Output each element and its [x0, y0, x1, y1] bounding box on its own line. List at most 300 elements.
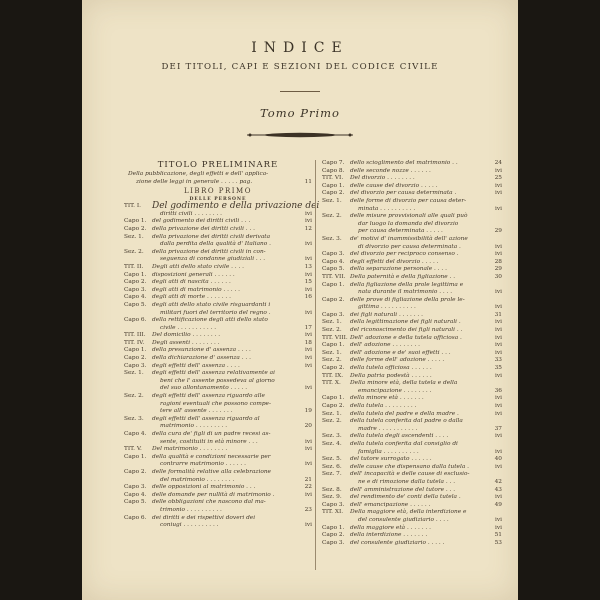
entry-text: del divorzio per causa determinata .: [350, 190, 457, 197]
entry-continuation: [124, 461, 312, 469]
continuation-page: ivi: [305, 210, 312, 217]
toc-entry: [322, 471, 502, 479]
entry-page: ivi: [305, 491, 312, 498]
entry-text: Degli assenti . . . . . . . .: [152, 339, 220, 346]
entry-label: Sez. 2.: [322, 418, 342, 425]
entry-continuation: [124, 211, 312, 219]
toc-entry: [124, 469, 312, 477]
entry-text: della separazione personale . . . .: [350, 266, 447, 273]
entry-page: [486, 198, 502, 206]
toc-entry: [322, 418, 502, 426]
entry-page: [296, 234, 312, 242]
entry-page: ivi: [305, 362, 312, 369]
entry-text: Della patria podestà . . . . . .: [350, 372, 432, 379]
toc-entry: [124, 454, 312, 462]
toc-entry: [322, 160, 502, 168]
toc-entry: [124, 355, 312, 363]
entry-label: Capo 2.: [322, 190, 345, 197]
toc-entry: [124, 272, 312, 280]
entry-text: della tutela degli ascendenti . . . .: [350, 433, 449, 440]
entry-text: degli atti di morte . . . . . . .: [152, 294, 231, 301]
intro-line: [124, 171, 312, 179]
entry-text: Degli atti dello stato civile . . . .: [152, 263, 245, 270]
entry-text: delle misure provvisionali alle quali può: [350, 213, 468, 220]
continuation-page: [296, 401, 312, 409]
entry-page: ivi: [495, 334, 502, 341]
continuation-page: 36: [494, 387, 502, 394]
entry-continuation: [124, 378, 312, 386]
entry-page: ivi: [305, 347, 312, 354]
entry-text: delle cause che dispensano dalla tutela .: [350, 463, 469, 470]
entry-label: Capo 2.: [124, 279, 147, 286]
entry-page: [296, 416, 312, 424]
entry-continuation: [124, 477, 312, 485]
toc-entry: [322, 342, 502, 350]
entry-label: Sez. 9.: [322, 494, 342, 501]
entry-page: 15: [304, 279, 312, 286]
entry-continuation: [124, 385, 312, 393]
toc-entry: [124, 484, 312, 492]
entry-page: 29: [494, 266, 502, 273]
entry-label: Capo 4.: [124, 491, 147, 498]
entry-continuation: [322, 449, 502, 457]
entry-page: 25: [494, 175, 502, 182]
entry-page: 18: [304, 339, 312, 346]
entry-text: Della minore età, della tutela e della: [350, 380, 458, 387]
toc-entry: [124, 340, 312, 348]
toc-entry: [124, 515, 312, 523]
entry-label: Capo 4.: [322, 258, 345, 265]
entry-page: ivi: [305, 332, 312, 339]
entry-text: Del godimento e della privazione dei: [152, 201, 320, 212]
entry-page: 12: [304, 225, 312, 232]
entry-text: dell' incapacità e delle cause di esclusio-: [350, 471, 470, 478]
entry-label: Capo 3.: [124, 362, 147, 369]
entry-label: Capo 7.: [322, 160, 345, 166]
toc-entry: [322, 183, 502, 191]
continuation-text: beni che l' assente possedeva al giorno: [160, 377, 275, 384]
entry-label: TIT. I.: [124, 203, 141, 210]
entry-page: 33: [494, 357, 502, 364]
entry-label: Capo 5.: [124, 499, 147, 506]
toc-entry: [124, 294, 312, 302]
continuation-page: 20: [304, 423, 312, 430]
entry-label: TIT. IX.: [322, 372, 344, 379]
entry-page: 49: [494, 501, 502, 508]
toc-entry: [124, 431, 312, 439]
entry-label: Capo 2.: [322, 532, 345, 539]
continuation-page: ivi: [305, 461, 312, 468]
entry-text: del consulente giudiziario . . . . .: [350, 539, 445, 546]
toc-entry: [322, 168, 502, 176]
entry-continuation: [124, 256, 312, 264]
entry-page: ivi: [305, 446, 312, 453]
entry-label: Sez. 2.: [322, 213, 342, 220]
title-rule: [280, 91, 320, 92]
entry-continuation: [124, 401, 312, 409]
toc-entry: [322, 282, 502, 290]
entry-label: TIT. VI.: [322, 175, 344, 182]
entry-label: Capo 5.: [322, 266, 345, 273]
entry-page: ivi: [495, 433, 502, 440]
entry-text: Della paternità e della figliazione . .: [350, 273, 456, 280]
entry-page: 51: [494, 532, 502, 539]
toc-entry: [322, 525, 502, 533]
continuation-page: 42: [494, 478, 502, 485]
entry-label: Sez. 8.: [322, 486, 342, 493]
entry-page: ivi: [495, 167, 502, 174]
entry-page: ivi: [305, 286, 312, 293]
entry-label: Capo 6.: [124, 317, 147, 324]
entry-label: TIT. XI.: [322, 509, 344, 516]
toc-entry: [322, 494, 502, 502]
entry-continuation: [322, 244, 502, 252]
toc-entry: [124, 446, 312, 454]
entry-text: delle prove di figliazione della prole le-: [350, 296, 465, 303]
toc-entry: [124, 279, 312, 287]
toc-entry: [322, 198, 502, 206]
toc-entry: [322, 433, 502, 441]
entry-page: ivi: [495, 403, 502, 409]
entry-text: dell' adozione . . . . . . . .: [350, 342, 420, 349]
toc-entry: [322, 213, 502, 221]
entry-label: Capo 4.: [124, 431, 147, 437]
entry-text: della legittimazione dei figli naturali .: [350, 319, 461, 326]
entry-text: del riconoscimento dei figli naturali . .: [350, 327, 463, 334]
entry-text: della cura de' figli di un padre recesi as-: [152, 431, 271, 437]
toc-entry: [124, 302, 312, 310]
entry-label: TIT. IV.: [124, 339, 145, 346]
toc-entry: [322, 175, 502, 183]
entry-page: ivi: [495, 251, 502, 258]
entry-label: Capo 3.: [322, 539, 345, 546]
preliminary-title-heading: TITOLO PRELIMINARE: [157, 160, 279, 170]
intro-text: zione delle leggi in generale . . . . . pag.: [136, 178, 253, 185]
entry-text: dell' emancipazione . . . . . .: [350, 501, 431, 508]
entry-label: Capo 1.: [124, 218, 147, 225]
entry-page: ivi: [495, 410, 502, 417]
entry-label: Sez. 1.: [124, 370, 144, 377]
entry-label: Sez. 2.: [322, 327, 342, 334]
entry-continuation: [124, 310, 312, 318]
entry-text: dell' amministrazione del tutore . . .: [350, 486, 456, 493]
entry-text: de' motivi d' inammissibilità dell' azione: [350, 235, 468, 242]
continuation-text: emancipazione . . . . . . . .: [358, 387, 432, 394]
continuation-page: ivi: [305, 241, 312, 248]
entry-label: Sez. 2.: [124, 393, 144, 400]
entry-page: 53: [494, 539, 502, 546]
continuation-text: del consulente giudiziario . . . .: [358, 516, 449, 523]
entry-text: degli effetti dell' assenza riguardo al: [152, 415, 260, 422]
entry-text: della maggiore età . . . . . . .: [350, 524, 431, 531]
entry-text: della figliazione della prole legittima e: [350, 281, 464, 288]
entry-page: [486, 236, 502, 244]
left-entries: [124, 201, 320, 530]
entry-text: della dichiarazione d' assenza . . .: [152, 355, 251, 362]
entry-text: degli atti di matrimonio . . . . .: [152, 286, 241, 293]
toc-entry: [322, 380, 502, 388]
entry-label: Capo 1.: [322, 395, 345, 402]
entry-label: TIT. III.: [124, 332, 146, 339]
toc-entry: [124, 201, 320, 212]
toc-entry: [124, 218, 312, 226]
entry-page: ivi: [305, 355, 312, 362]
toc-entry: [124, 347, 312, 355]
toc-entry: [124, 370, 312, 378]
entry-label: Capo 1.: [322, 524, 345, 531]
toc-entry: [322, 190, 502, 198]
entry-label: Sez. 6.: [322, 463, 342, 470]
entry-page: 13: [304, 263, 312, 270]
entry-label: TIT. V.: [124, 446, 142, 453]
entry-label: Capo 2.: [322, 296, 345, 303]
entry-text: del tutore surrogato . . . . . .: [350, 456, 432, 463]
toc-entry: [124, 249, 312, 257]
entry-page: ivi: [495, 349, 502, 356]
entry-page: [296, 469, 312, 477]
column-divider: [315, 160, 316, 570]
entry-text: delle opposizioni al matrimonio . . .: [152, 484, 256, 491]
continuation-page: ivi: [305, 309, 312, 316]
toc-entry: [322, 532, 502, 540]
entry-text: della tutela . . . . . . . . .: [350, 403, 417, 409]
continuation-text: del suo allontanamento . . . . .: [160, 385, 248, 392]
entry-continuation: [322, 426, 502, 434]
entry-label: TIT. X.: [322, 380, 341, 387]
entry-label: Sez. 2.: [124, 248, 144, 255]
entry-label: Capo 3.: [322, 501, 345, 508]
entry-page: [296, 370, 312, 378]
entry-page: ivi: [495, 342, 502, 349]
continuation-text: civile . . . . . . . . . . .: [160, 324, 217, 331]
ornament-divider: [247, 130, 353, 140]
continuation-text: per causa determinata . . . . .: [358, 228, 443, 235]
entry-continuation: [322, 289, 502, 297]
continuation-text: famiglia . . . . . . . . . .: [358, 448, 419, 455]
entry-text: Del domicilio . . . . . . . .: [152, 332, 221, 339]
continuation-text: militari fuori del territorio del regno .: [160, 309, 271, 316]
continuation-page: ivi: [305, 256, 312, 263]
entry-label: Sez. 1.: [322, 197, 342, 204]
continuation-page: ivi: [495, 205, 502, 212]
entry-continuation: [124, 325, 312, 333]
entry-page: ivi: [495, 494, 502, 501]
left-column: [124, 160, 320, 530]
continuation-text: trimonio . . . . . . . . . .: [160, 506, 222, 513]
entry-label: Capo 2.: [124, 225, 147, 232]
continuation-page: 19: [304, 408, 312, 415]
entry-page: 40: [494, 456, 502, 463]
volume-title: Tomo Primo: [260, 106, 340, 120]
entry-label: Sez. 1.: [322, 319, 342, 326]
entry-text: delle obbligazioni che nascono dal ma-: [152, 499, 266, 506]
entry-label: Capo 3.: [322, 251, 345, 258]
continuation-text: del matrimonio . . . . . . . .: [160, 476, 235, 483]
continuation-text: di divorzio per causa determinata .: [358, 243, 461, 250]
entry-label: Capo 1.: [124, 347, 147, 354]
entry-label: Sez. 7.: [322, 471, 342, 478]
toc-entry: [322, 297, 502, 305]
entry-continuation: [124, 423, 312, 431]
continuation-text: contrarre matrimonio . . . . . .: [160, 461, 246, 468]
entry-page: 24: [494, 160, 502, 166]
entry-page: 30: [494, 273, 502, 280]
continuation-page: 17: [304, 324, 312, 331]
book-heading: LIBRO PRIMO: [184, 187, 252, 196]
entry-text: degli atti di nascita . . . . . .: [152, 279, 231, 286]
entry-text: del rendimento de' conti della tutela .: [350, 494, 461, 501]
entry-text: del divorzio per reciproco consenso .: [350, 251, 459, 258]
toc-entry: [322, 251, 502, 259]
continuation-text: nata durante il matrimonio . . . .: [358, 289, 453, 296]
entry-continuation: [322, 479, 502, 487]
intro-page: 11: [304, 178, 312, 185]
continuation-text: diritti civili . . . . . . . .: [160, 210, 222, 217]
continuation-page: [486, 221, 502, 229]
entry-label: TIT. VIII.: [322, 334, 348, 341]
entry-text: dell' adozione e de' suoi effetti . . .: [350, 349, 451, 356]
entry-page: [486, 441, 502, 449]
entry-label: Capo 2.: [322, 365, 345, 372]
entry-page: ivi: [495, 319, 502, 326]
intro-page: [296, 171, 312, 179]
toc-entry: [322, 456, 502, 464]
toc-entry: [322, 259, 502, 267]
continuation-text: seguenza di condanne giudiziali . . .: [160, 256, 266, 263]
entry-text: della tutela conferita dal padre o dalla: [350, 418, 463, 425]
toc-entry: [124, 363, 312, 371]
entry-page: ivi: [495, 395, 502, 402]
toc-entry: [322, 327, 502, 335]
toc-entry: [322, 509, 502, 517]
entry-page: [486, 297, 502, 305]
entry-text: della presunzione d' assenza . . . .: [152, 347, 251, 354]
continuation-page: ivi: [495, 289, 502, 296]
entry-label: Capo 1.: [322, 342, 345, 349]
entry-label: Capo 1.: [124, 453, 147, 460]
entry-text: Dell' adozione e della tutela officiosa .: [350, 334, 462, 341]
entry-page: [296, 515, 312, 523]
entry-text: degli effetti dell' assenza . . . .: [152, 362, 240, 369]
continuation-page: ivi: [495, 516, 502, 523]
entry-continuation: [322, 228, 502, 236]
continuation-text: coniugi . . . . . . . . . .: [160, 522, 219, 529]
continuation-text: ne e di rimozione dalla tutela . . .: [358, 478, 456, 485]
entry-text: dei figli naturali . . . . . . .: [350, 311, 423, 318]
continuation-page: ivi: [305, 522, 312, 529]
entry-page: ivi: [495, 524, 502, 531]
entry-text: Del divorzio . . . . . . . .: [350, 175, 415, 182]
entry-label: TIT. II.: [124, 263, 144, 270]
entry-label: Capo 6.: [124, 514, 147, 521]
toc-entry: [124, 499, 312, 507]
entry-text: della qualità e condizioni necessarie per: [152, 453, 271, 460]
toc-entry: [124, 264, 312, 272]
continuation-page: [296, 378, 312, 386]
continuation-page: ivi: [495, 243, 502, 250]
entry-label: Sez. 1.: [124, 233, 144, 240]
continuation-page: 37: [494, 425, 502, 432]
entry-continuation: [322, 517, 502, 525]
continuation-text: matrimonio . . . . . . . . .: [160, 423, 228, 430]
toc-entry: [322, 236, 502, 244]
toc-entry: [322, 335, 502, 343]
entry-page: ivi: [495, 372, 502, 379]
continuation-text: ragioni eventuali che possono compe-: [160, 400, 271, 407]
toc-entry: [124, 492, 312, 500]
entry-text: degli effetti del divorzio . . . . .: [350, 258, 439, 265]
entry-continuation: [124, 507, 312, 515]
entry-text: della privazione dei diritti civili derivata: [152, 233, 271, 240]
entry-text: della minore età . . . . . . .: [350, 395, 424, 402]
continuation-text: dalla perdita della qualità d' Italiano .: [160, 241, 271, 248]
section-heading: DELLE PERSONE: [189, 197, 247, 203]
entry-page: 31: [494, 311, 502, 318]
entry-text: della tutela conferita dal consiglio di: [350, 440, 458, 447]
continuation-page: ivi: [305, 385, 312, 392]
entry-text: Della maggiore età, della interdizione e: [350, 509, 467, 516]
continuation-page: 29: [494, 228, 502, 235]
entry-label: Capo 1.: [322, 281, 345, 288]
toc-entry: [124, 226, 312, 234]
entry-text: degli effetti dell' assenza riguardo alle: [152, 393, 265, 400]
entry-text: delle seconde nozze . . . . . .: [350, 167, 431, 174]
continuation-page: 21: [304, 476, 312, 483]
entry-page: [296, 317, 312, 325]
entry-page: ivi: [305, 218, 312, 225]
entry-label: Capo 2.: [124, 468, 147, 475]
toc-entry: [322, 312, 502, 320]
entry-page: ivi: [495, 190, 502, 197]
continuation-text: sente, costituiti in età minore . . .: [160, 438, 258, 445]
toc-entry: [322, 266, 502, 274]
right-column: [322, 160, 502, 547]
entry-page: [486, 418, 502, 426]
entry-text: della privazione dei diritti civili . . .: [152, 225, 255, 232]
continuation-page: ivi: [305, 438, 312, 445]
entry-label: Sez. 1.: [322, 349, 342, 356]
entry-page: 22: [304, 484, 312, 491]
right-entries: [322, 160, 502, 547]
entry-text: Del matrimonio . . . . . . . .: [152, 446, 228, 453]
entry-label: Capo 2.: [124, 355, 147, 362]
continuation-text: tere all' assente . . . . . . .: [160, 408, 233, 415]
toc-entry: [322, 274, 502, 282]
toc-entry: [124, 416, 312, 424]
entry-text: della rettificazione degli atti dello stato: [152, 317, 268, 324]
entry-text: della interdizione . . . . . . .: [350, 532, 428, 539]
entry-label: Capo 5.: [124, 301, 147, 308]
entry-page: ivi: [495, 463, 502, 470]
entry-label: Sez. 2.: [322, 357, 342, 364]
intro-list: [124, 171, 312, 186]
entry-label: TIT. VII.: [322, 273, 346, 280]
entry-text: delle domande per nullità di matrimonio .: [152, 491, 275, 498]
entry-label: Capo 1.: [322, 182, 345, 189]
entry-page: [296, 302, 312, 310]
entry-continuation: [124, 408, 312, 416]
entry-continuation: [322, 221, 502, 229]
entry-page: 28: [494, 258, 502, 265]
entry-page: [486, 471, 502, 479]
toc-entry: [322, 411, 502, 419]
entry-text: disposizioni generali . . . . . .: [152, 271, 235, 278]
entry-label: Sez. 4.: [322, 440, 342, 447]
continuation-text: madre . . . . . . . . . . .: [358, 425, 418, 432]
entry-page: [296, 431, 312, 439]
entry-page: 43: [494, 486, 502, 493]
toc-entry: [322, 487, 502, 495]
